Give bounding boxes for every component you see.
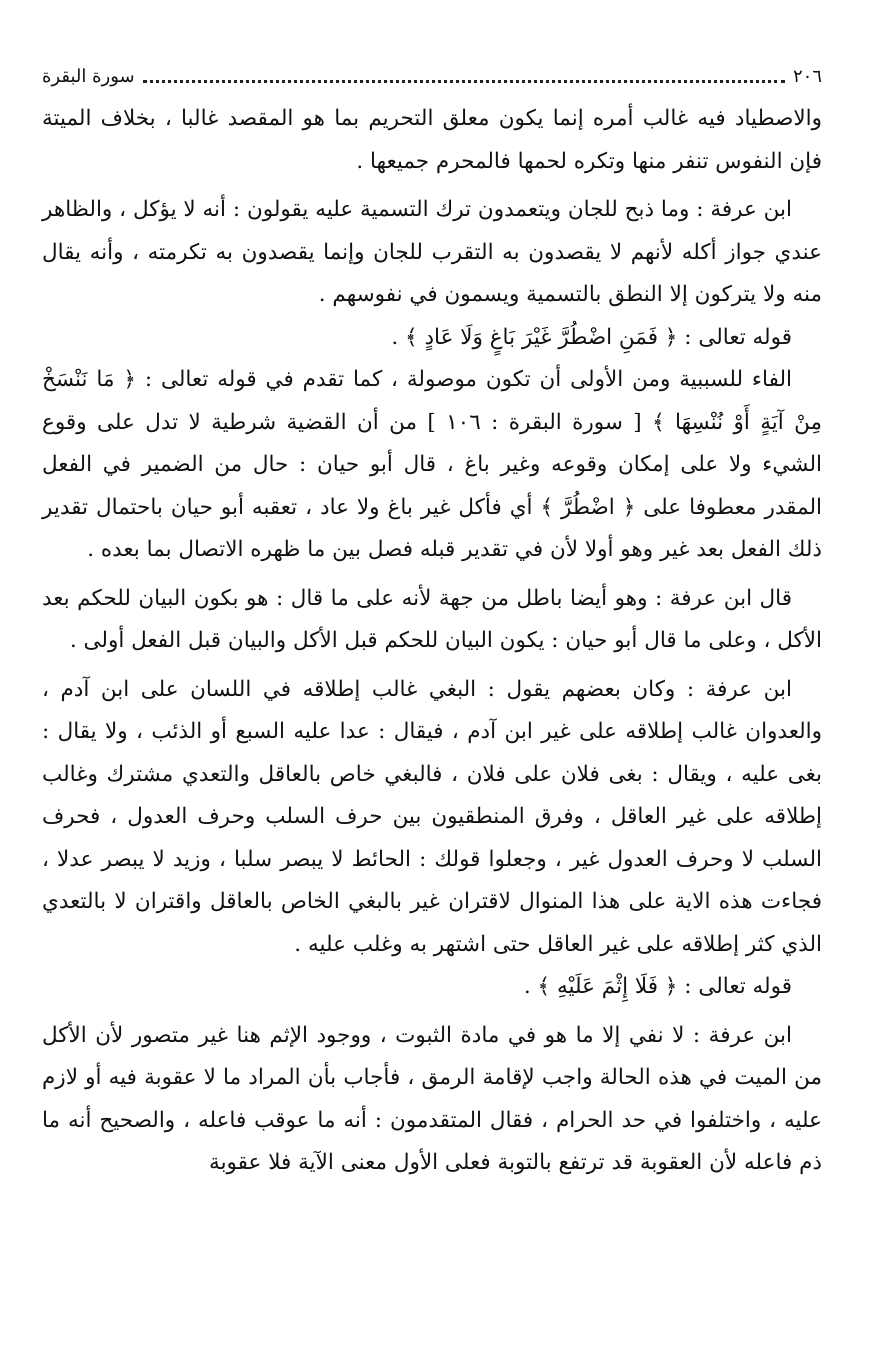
verse-quote-ithm: قوله تعالى : ﴿ فَلَا إِثْمَ عَلَيْهِ ﴾ . [523,974,792,999]
paragraph-continuation: والاصطياد فيه غالب أمره إنما يكون معلق التحريم بما هو المقصد غالبا ، بخلاف الميتة فإن النفوس تنفر منها وتكره لحمها فالمحرم جميعها . [42,106,822,174]
page-number: ٢٠٦ [792,65,822,87]
paragraph-fa-sababiyya: الفاء للسببية ومن الأولى أن تكون موصولة ، كما تقدم في قوله تعالى : ﴿ مَا نَنْسَخْ مِنْ آيَةٍ أَوْ نُنْسِهَا ﴾ [ سورة البقرة : ١٠٦ ] من أن القضية شرطية لا تدل على وقوع الشيء ولا على إمكان وقوعه وغير باغ ، قال أبو حيان : حال من الضمير في الفعل المقدر معطوفا على ﴿ اضْطُرَّ ﴾ أي فأكل غير باغ ولا عاد ، تعقبه أبو حيان باحتمال تقدير ذلك الفعل بعد غير وهو أولا لأن في تقدير قبله فصل بين ما ظهره الاتصال بما بعده . [42,367,823,562]
document-page [42,60,822,1185]
paragraph-nafy-ithm: ابن عرفة : لا نفي إلا ما هو في مادة الثبوت ، ووجود الإثم هنا غير متصور لأن الأكل من الميت في هذه الحالة واجب لإقامة الرمق ، فأجاب بأن المراد ما لا عقوبة فيه أو لازم عليه ، واختلفوا في حد الحرام ، فقال المتقدمون : أنه ما عوقب فاعله ، والصحيح أنه ما ذم فاعله لأن العقوبة قد ترتفع بالتوبة فعلى الأول معنى الآية فلا عقوبة [42,1022,822,1175]
paragraph-baghy-udwan: ابن عرفة : وكان بعضهم يقول : البغي غالب إطلاقه في اللسان على ابن آدم ، والعدوان غالب إطلاقه على غير ابن آدم ، فيقال : عدا عليه السبع أو الذئب ، ولا يقال : بغى عليه ، ويقال : بغى فلان على فلان ، فالبغي خاص بالعاقل والتعدي مشترك وغالب إطلاقه على غير العاقل ، وفرق المنطقيون بين حرف السلب وحرف العدول ، فحرف السلب لا وحرف العدول غير ، وجعلوا قولك : الحائط لا يبصر سلبا ، وزيد لا يبصر عدلا ، فجاءت هذه الاية على هذا المنوال لاقتران غير بالبغي الخاص بالعاقل واقتران لا بالتعدي الذي كثر إطلاقه على غير العاقل حتى اشتهر به وغلب عليه . [42,676,822,957]
leader-dots [143,70,785,83]
running-header-surah: سورة البقرة [42,65,135,87]
paragraph-ibn-arafa-bayan: قال ابن عرفة : وهو أيضا باطل من جهة لأنه على ما قال : هو بكون البيان للحكم بعد الأكل ، وعلى ما قال أبو حيان : يكون البيان للحكم قبل الأكل والبيان قبل الفعل أولى . [42,585,822,653]
verse-quote-idtur: قوله تعالى : ﴿ فَمَنِ اضْطُرَّ غَيْرَ بَاغٍ وَلَا عَادٍ ﴾ . [391,324,792,350]
paragraph-jinn-slaughter: ابن عرفة : وما ذبح للجان ويتعمدون ترك التسمية عليه يقولون : أنه لا يؤكل ، والظاهر عندي جواز أكله لأنهم لا يقصدون به التقرب للجان وإنما يقصدون به تكرمته ، وأنه يقال منه ولا يتركون إلا النطق بالتسمية ويسمون في نفوسهم . [42,197,822,307]
running-header [42,60,822,92]
